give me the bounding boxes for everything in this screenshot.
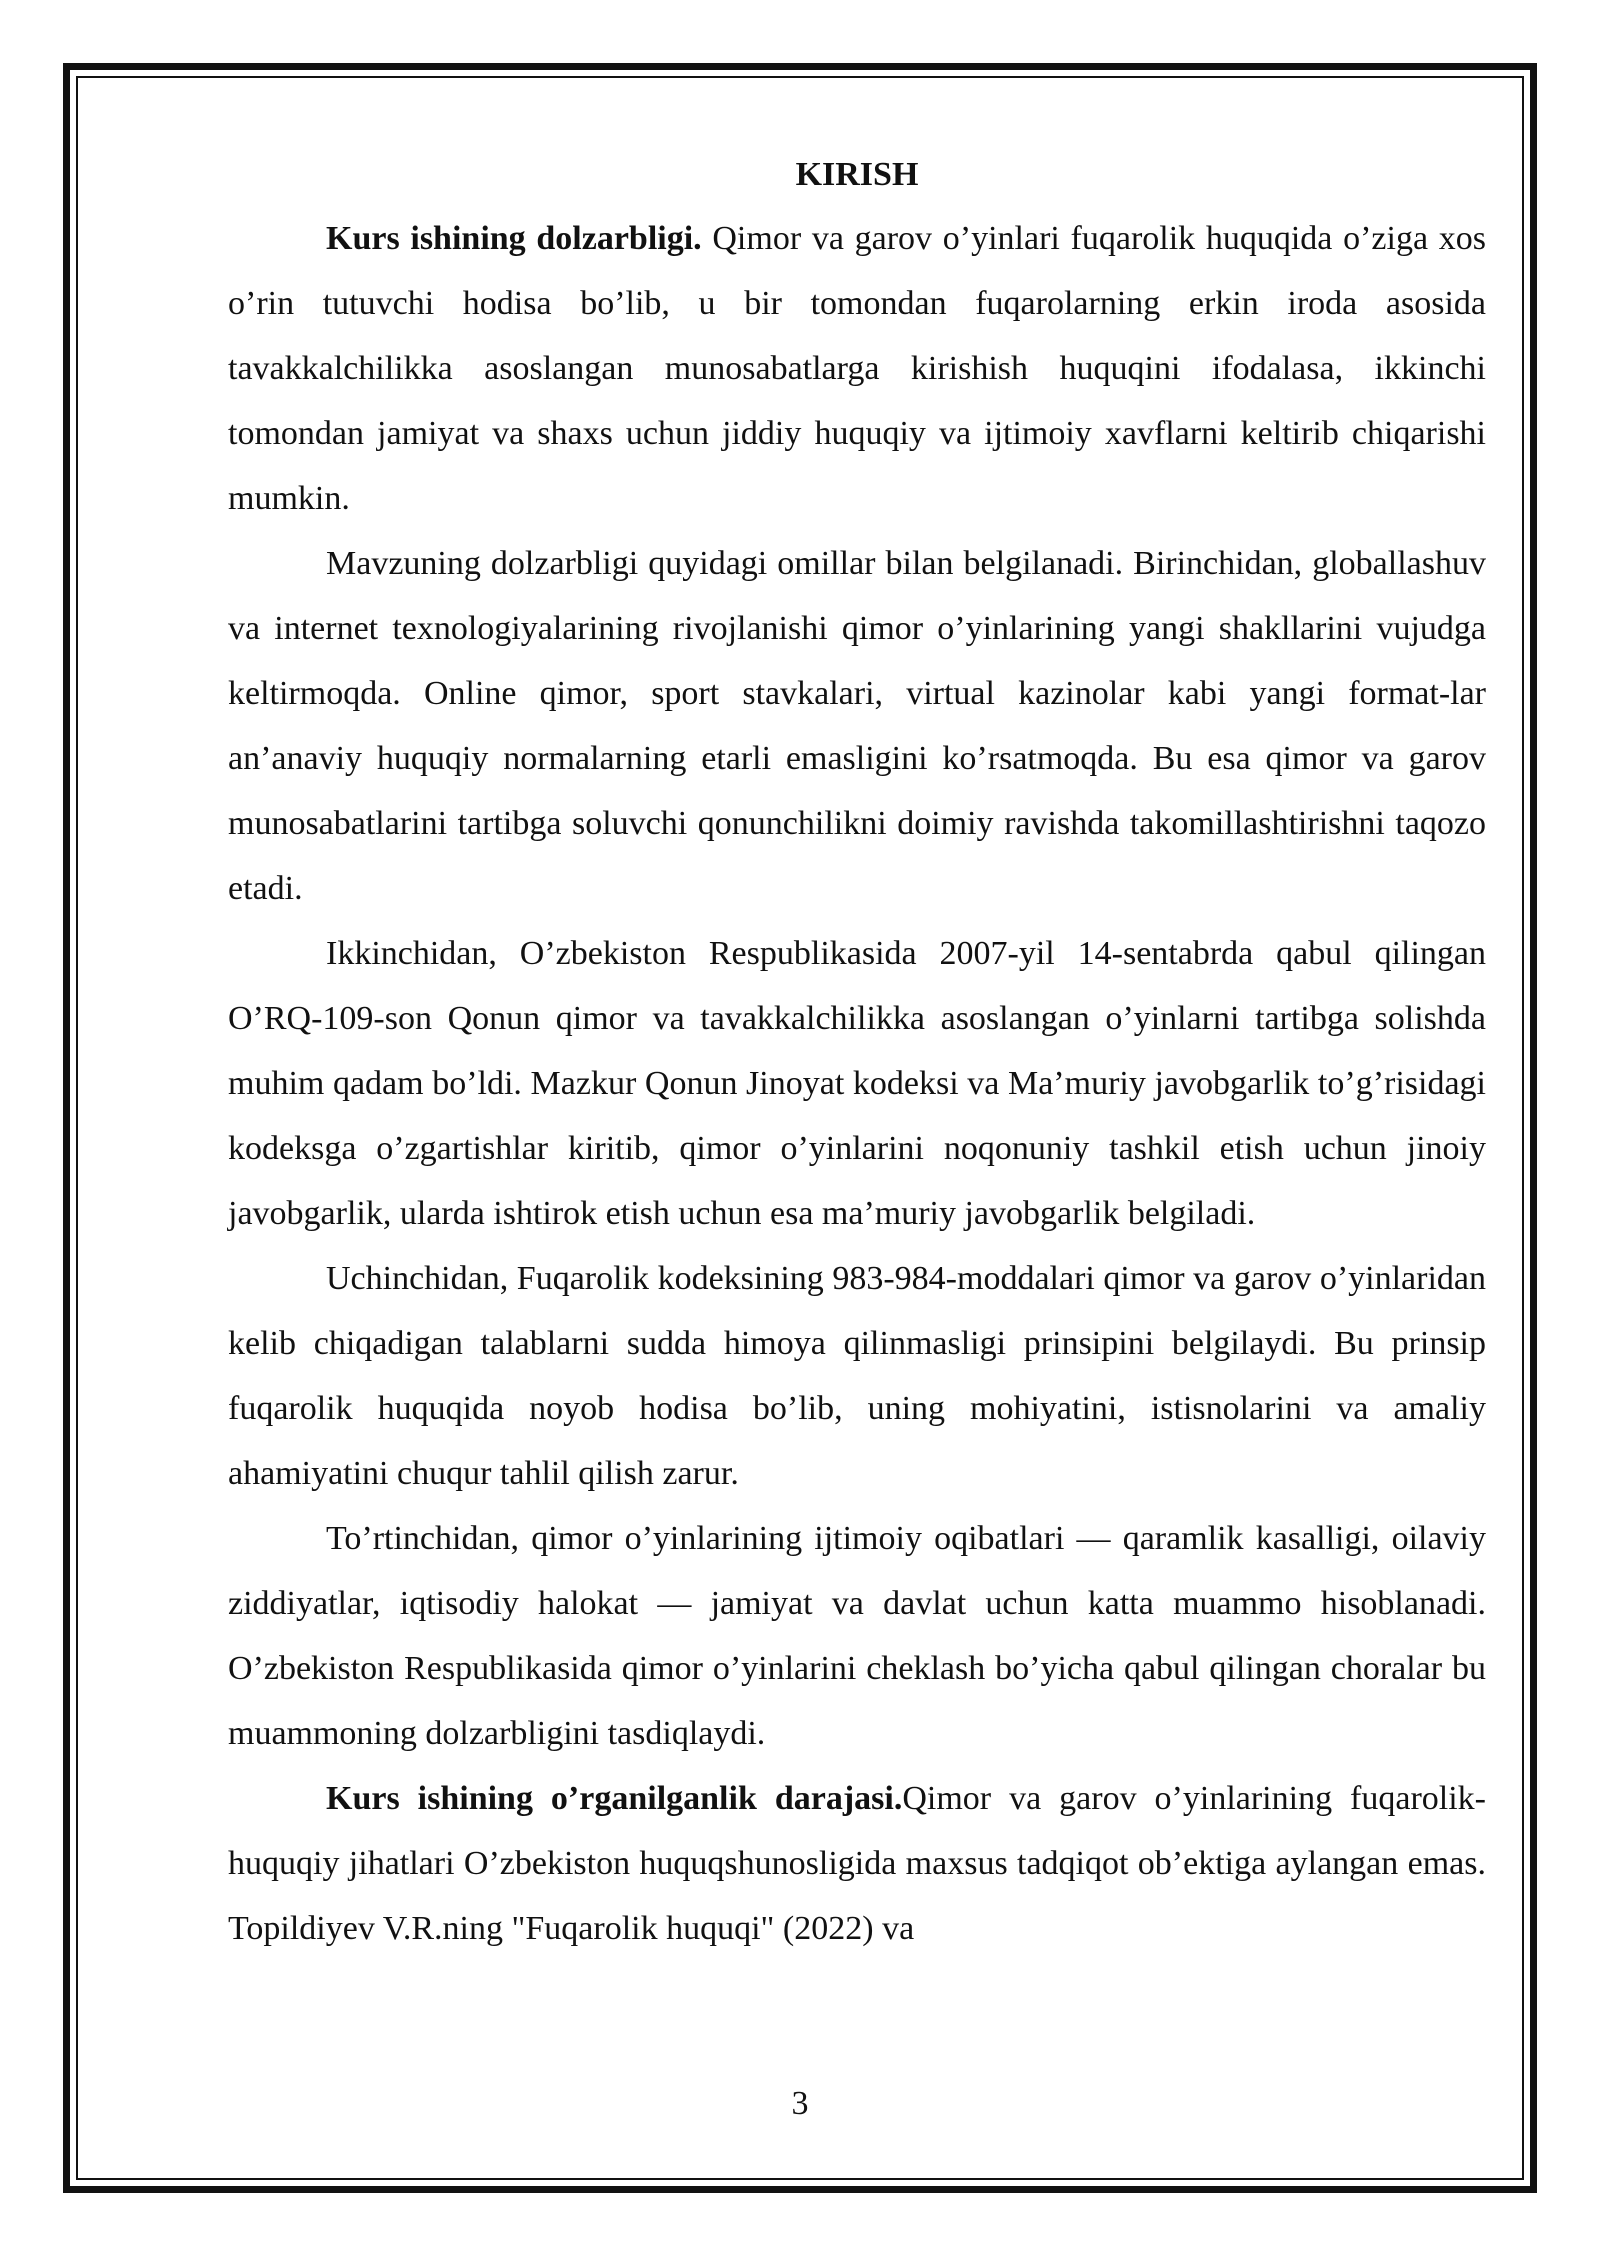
paragraph-text: Mavzuning dolzarbligi quyidagi omillar bilan belgilanadi. Birinchidan, globallashuv va internet texnologiyalarining rivojlanishi qimor o’yinlarining yangi shakllarini vujudga keltirmoqda. Online qimor, sport stavkalari, virtual kazinolar kabi yangi format-lar an’anaviy huquqiy normalarning etarli emasligini ko’rsatmoqda. Bu esa qimor va garov munosabatlarini tartibga soluvchi qonunchilikni doimiy ravishda takomillashtirishni taqozo etadi. <box>228 545 1486 907</box>
document-body <box>228 150 1486 1961</box>
paragraph-factors <box>228 531 1486 921</box>
section-heading: KIRISH <box>795 156 919 193</box>
paragraph-fourth <box>228 1506 1486 1766</box>
paragraph-text: Qimor va garov o’yinlari fuqarolik huquqida o’ziga xos o’rin tutuvchi hodisa bo’lib, u bir tomondan fuqarolarning erkin iroda asosida tavakkalchilikka asoslangan munosabatlarga kirishish huquqini ifodalasa, ikkinchi tomondan jamiyat va shaxs uchun jiddiy huquqiy va ijtimoiy xavflarni keltirib chiqarishi mumkin. <box>228 220 1486 517</box>
paragraph-text: Qimor va garov o’yinlarining fuqarolik-huquqiy jihatlari O’zbekiston huquqshunosligida maxsus tadqiqot ob’ektiga aylangan emas. Topildiyev V.R.ning "Fuqarolik huquqi" (2022) va <box>228 1780 1486 1947</box>
paragraph-third <box>228 1246 1486 1506</box>
paragraph-text: Ikkinchidan, O’zbekiston Respublikasida 2007-yil 14-sentabrda qabul qilingan O’RQ-109-son Qonun qimor va tavakkalchilikka asoslangan o’yinlarni tartibga solishda muhim qadam bo’ldi. Mazkur Qonun Jinoyat kodeksi va Ma’muriy javobgarlik to’g’risidagi kodeksga o’zgartishlar kiritib, qimor o’yinlarini noqonuniy tashkil etish uchun jinoiy javobgarlik, ularda ishtirok etish uchun esa ma’muriy javobgarlik belgiladi. <box>228 935 1486 1232</box>
paragraph-lead: Kurs ishining dolzarbligi. <box>326 220 702 257</box>
paragraph-relevance <box>228 206 1486 531</box>
paragraph-second <box>228 921 1486 1246</box>
paragraph-study-level <box>228 1766 1486 1961</box>
paragraph-lead: Kurs ishining o’rganilganlik darajasi. <box>326 1780 903 1817</box>
paragraph-text: Uchinchidan, Fuqarolik kodeksining 983-984-moddalari qimor va garov o’yinlaridan kelib chiqadigan talablarni sudda himoya qilinmasligi prinsipini belgilaydi. Bu prinsip fuqarolik huquqida noyob hodisa bo’lib, uning mohiyatini, istisnolarini va amaliy ahamiyatini chuqur tahlil qilish zarur. <box>228 1260 1486 1492</box>
page-number: 3 <box>791 2085 809 2122</box>
paragraph-text: To’rtinchidan, qimor o’yinlarining ijtimoiy oqibatlari — qaramlik kasalligi, oilaviy ziddiyatlar, iqtisodiy halokat — jamiyat va davlat uchun katta muammo hisoblanadi. O’zbekiston Respublikasida qimor o’yinlarini cheklash bo’yicha qabul qilingan choralar bu muammoning dolzarbligini tasdiqlaydi. <box>228 1520 1486 1752</box>
